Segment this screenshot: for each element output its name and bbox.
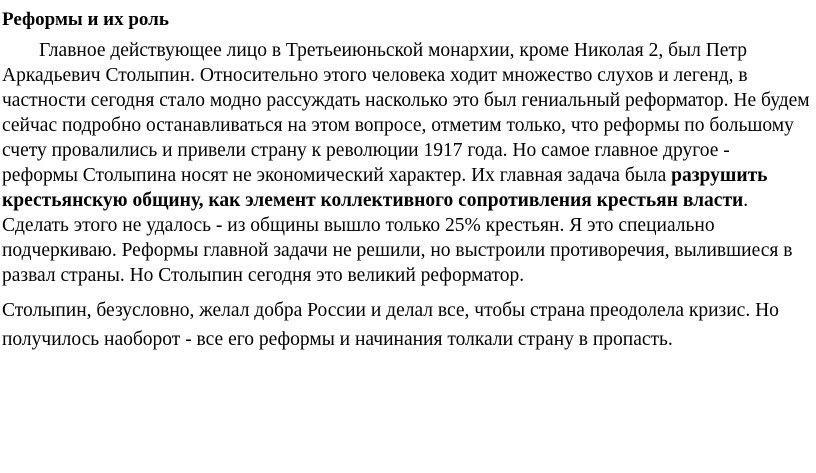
paragraph-1 [2,38,810,288]
document-heading: Реформы и их роль [2,9,169,30]
paragraph-2: Столыпин, безусловно, желал добра России и делал все, чтобы страна преодолела кризис. Но получилось наоборот - все его реформы и начинания толкали страну в пропасть. [2,300,779,350]
paragraph-1-bold-text: разрушить крестьянскую общину, как элемент коллективного сопротивления крестьян власти [2,165,768,211]
paragraph-1-text-start: Главное действующее лицо в Третьеиюньской монархии, кроме Николая 2, был Петр Аркадьевич Столыпин. Относительно этого человека ходит множество слухов и легенд, в частности сегодня стало модно рассуждать насколько это был гениальный реформатор. Не будем сейчас подробно останавливаться на этом вопросе, отметим только, что реформы по большому счету провалились и привели страну к революции 1917 года. Но самое главное другое - реформы Столыпина носят не экономический характер. Их главная задача была [2,40,810,186]
paragraph-1-text-end: . Сделать этого не удалось - из общины вышло только 25% крестьян. Я это специально подчеркиваю. Реформы главной задачи не решили, но выстроили противоречия, вылившиеся в развал страны. Но Столыпин сегодня это великий реформатор. [2,190,793,286]
